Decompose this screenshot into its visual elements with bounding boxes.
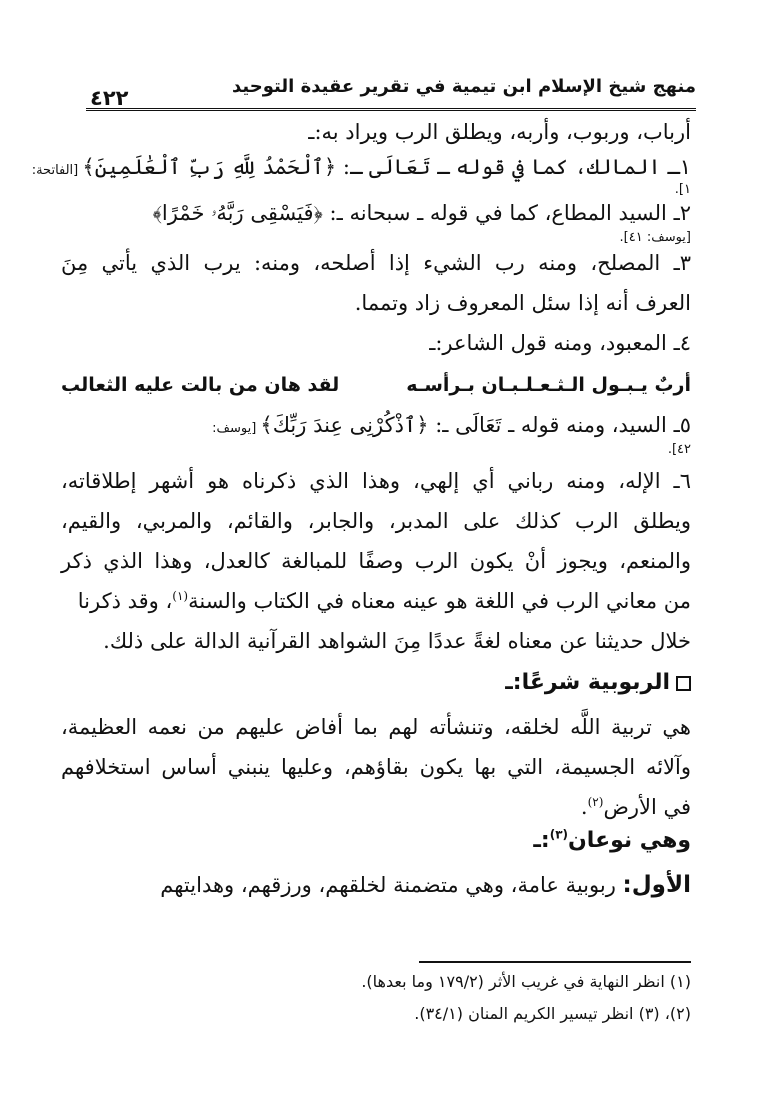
- line-text: ٣ـ المصلح، ومنه رب الشيء إذا أصلحه، ومنه: يرب الذي يأتي مِنَ: [61, 251, 691, 275]
- footnote-marker: (٣): [549, 827, 569, 842]
- text-line: [61, 180, 691, 199]
- line-text: ٦ـ الإله، ومنه رباني أي إلهي، وهذا الذي ذكرناه هو أشهر إطلاقاته،: [61, 469, 691, 493]
- section-heading: [533, 826, 691, 856]
- heading-text: الربوبية شرعًا:ـ: [505, 670, 670, 695]
- line-text: ٥ـ السيد، ومنه قوله ـ تَعَالَى ـ:: [428, 413, 691, 437]
- text-line: [61, 328, 691, 358]
- line-text: ٢ـ السيد المطاع، كما في قوله ـ سبحانه ـ:: [322, 201, 691, 225]
- heading-text: :ـ: [533, 828, 550, 853]
- line-text: ١ـ المالك، كما في قوله ـ تَعَالَى ـ:: [336, 155, 691, 179]
- text-line: [61, 117, 691, 147]
- line-text: خلال حديثنا عن معناه لغةً عددًا مِنَ الشواهد القرآنية الدالة على ذلك.: [103, 629, 691, 653]
- checkbox-bullet-icon: [676, 676, 691, 691]
- line-text: في الأرض: [603, 795, 691, 819]
- text-line: [61, 288, 691, 318]
- running-header: [86, 74, 696, 111]
- verse-reference: ١].: [674, 182, 691, 197]
- footnote-text: (١) انظر النهاية في غريب الأثر (١٧٩/٢ وما بعدها).: [361, 972, 691, 991]
- heading-text: وهي نوعان: [568, 828, 691, 853]
- text-line: [61, 198, 691, 228]
- line-text: هي تربية اللَّه لخلقه، وتنشأته لهم بما أفاض عليهم من نعمه العظيمة،: [61, 715, 691, 739]
- line-text: من معاني الرب في اللغة هو عينه معناه في الكتاب والسنة: [188, 589, 691, 613]
- text-line: [61, 546, 691, 576]
- poem-first-hemistich: أربٌ يـبـول الـثـعـلـبـان بـرأسـه: [406, 374, 691, 396]
- footnote-marker: (٢): [587, 795, 604, 809]
- footnote-text: (٢)، (٣) انظر تيسير الكريم المنان (٣٤/١).: [414, 1004, 691, 1023]
- text-line: [61, 248, 691, 278]
- footnote-marker: (١): [172, 589, 189, 603]
- poem-verse: [61, 370, 691, 400]
- text-line: [61, 228, 691, 247]
- footnote-divider: [419, 961, 691, 963]
- line-text: ربوبية عامة، وهي متضمنة لخلقهم، ورزقهم، وهدايتهم: [160, 873, 623, 897]
- verse-reference: ٤٢].: [667, 442, 691, 457]
- text-line: [61, 752, 691, 782]
- text-line: [61, 440, 691, 459]
- quran-verse: ﴿ٱلْحَمْدُ لِلَّهِ رَبِّ ٱلْعَٰلَمِينَ﴾: [82, 155, 337, 179]
- line-text: العرف أنه إذا سئل المعروف زاد وتمما.: [354, 291, 691, 315]
- text-line: [61, 410, 691, 444]
- text-line: [61, 506, 691, 536]
- line-text: ويطلق الرب كذلك على المدبر، والجابر، والقائم، والمربي، والقيم،: [61, 509, 691, 533]
- text-line: [61, 792, 691, 822]
- quran-verse: ﴿فَيَسْقِى رَبَّهُۥ خَمْرًا﴾: [152, 201, 323, 225]
- text-line: [61, 466, 691, 496]
- line-text: ، وقد ذكرنا: [77, 589, 173, 613]
- text-line: [61, 626, 691, 656]
- verse-reference: [يوسف: ٤١].: [619, 230, 691, 245]
- verse-reference: [الفاتحة:: [31, 163, 83, 178]
- verse-reference: [يوسف:: [212, 421, 261, 436]
- line-text: .: [580, 795, 588, 819]
- line-text: أرباب، وربوب، وأربه، ويطلق الرب ويراد به:ـ: [308, 120, 691, 144]
- line-text: وآلائه الجسيمة، التي بها يكون بقاؤهم، وعليها ينبني أساس استخلافهم: [61, 755, 691, 779]
- quran-verse: ﴿ٱذْكُرْنِى عِندَ رَبِّكَ﴾: [260, 413, 429, 437]
- section-heading: [505, 668, 691, 698]
- text-line: [61, 712, 691, 742]
- page-number: ٤٢٢: [90, 86, 129, 110]
- text-line: [61, 870, 691, 900]
- footnote: [61, 1002, 691, 1026]
- line-text: ٤ـ المعبود، ومنه قول الشاعر:ـ: [429, 331, 691, 355]
- line-text: والمنعم، ويجوز أنْ يكون الرب وصفًا للمبالغة كالعدل، وهذا الذي ذكر: [61, 549, 691, 573]
- footnote: [61, 970, 691, 994]
- book-title: منهج شيخ الإسلام ابن تيمية في تقرير عقيدة التوحيد: [232, 76, 696, 97]
- poem-second-hemistich: لقد هان من بالت عليه الثعالب: [61, 374, 340, 396]
- bold-label: الأول:: [622, 872, 691, 898]
- text-line: [61, 586, 691, 616]
